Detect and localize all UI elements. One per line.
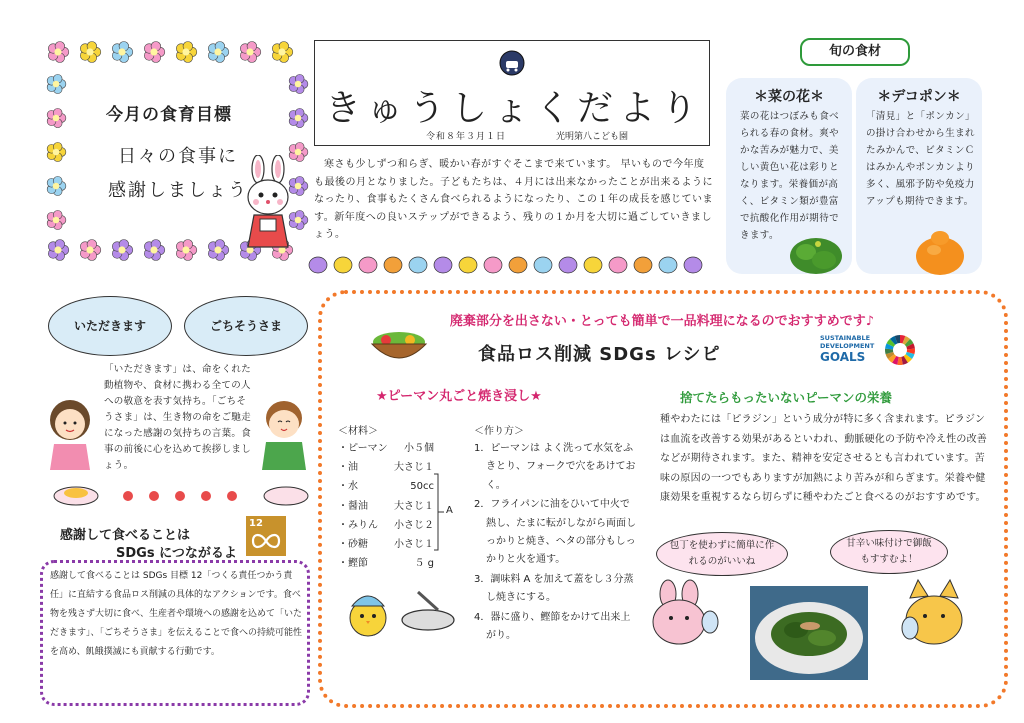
flower-icon — [47, 142, 66, 161]
flower-icon — [47, 210, 66, 229]
school-name: 光明第八こども園 — [556, 132, 629, 142]
ingredient-amount: 小さじ２ — [394, 519, 434, 531]
flower-icon — [112, 239, 132, 260]
method-step: 1．ピーマンは よく洗って水気をふきとり、フォークで穴をあけておく。 — [474, 443, 636, 491]
flower-icon — [47, 108, 66, 127]
sdgs-text: 感謝して食べることは SDGs 目標 12「つくる責任つかう責任」に直結する食品ロス削減の具体的なアクションです。食べ物を残さず大切に食べ、生産者や環境への感謝を込めて「いただきます」、「ごちそうさま」を伝えることで食への持続可能性を高め、飢餓撲滅にも貢献する行動です。 — [50, 571, 303, 657]
rabbit-illustration — [236, 155, 306, 255]
pepper-nutrition-title: 捨てたらもったいないピーマンの栄養 — [680, 390, 893, 405]
bee-icon — [384, 257, 402, 273]
recipe-banner: 廃棄部分を出さない・とっても簡単で一品料理になるのでおすすめです♪ — [449, 314, 875, 329]
dish-photo — [750, 586, 868, 680]
flower-icon — [144, 41, 164, 62]
flower-icon — [509, 257, 527, 273]
sdgs-logo-line-2: DEVELOPMENT — [820, 342, 875, 350]
ingredient-list — [338, 439, 438, 573]
sdgs-goal-12-icon — [246, 516, 286, 556]
salad-bowl-illustration — [366, 328, 432, 368]
frying-pan-illustration — [398, 588, 462, 634]
method-step: 4．器に盛り、鰹節をかけて出来上がり。 — [474, 611, 631, 642]
ingredient-amount: 50cc — [410, 481, 434, 493]
sdgs-title-line-2: SDGs につながるよ — [116, 546, 237, 561]
girl-illustration — [40, 392, 100, 472]
bubble-itadakimasu: いただきます — [48, 296, 172, 356]
insect-border — [306, 252, 716, 278]
bee-icon — [534, 257, 552, 273]
method-steps — [474, 440, 636, 646]
ingredient-name: ・みりん — [338, 519, 378, 531]
ingredient-row — [338, 497, 438, 516]
bee-icon — [434, 257, 452, 273]
seasonal-badge: 旬の食材 — [800, 38, 910, 66]
flower-icon — [80, 41, 100, 62]
flower-icon — [48, 41, 68, 62]
pepper-nutrition-text: 種やわたには「ピラジン」という成分が特に多く含まれます。ピラジンは血流を改善する効果があるといわれ、動脈硬化の予防や冷え性の改善などが期待されます。また、精神を安定させるとも言われています。苦味の原因の一つでもありますが加熱により苦みが和らぎます。栄養や健康効果を重視するなら切らずに種やわたごと食べるのがおすすめです。 — [660, 414, 987, 504]
flower-icon — [289, 74, 308, 93]
flower-icon — [176, 239, 196, 260]
flower-icon — [289, 108, 308, 127]
ingredient-row — [338, 477, 438, 496]
flower-icon — [176, 41, 196, 62]
cat-spoon-illustration — [900, 578, 976, 658]
ingredient-amount: ５ g — [414, 558, 434, 570]
ingredient-name: ・油 — [338, 462, 358, 474]
ingredient-amount: 小５個 — [404, 443, 434, 454]
ingredient-row — [338, 516, 438, 535]
flower-icon — [459, 257, 477, 273]
bubble-easy — [656, 532, 788, 576]
bee-icon — [634, 257, 652, 273]
meal-plates-illustration — [46, 480, 316, 508]
flower-icon — [112, 41, 132, 62]
ingredient-amount: 大さじ１ — [394, 462, 434, 474]
ingredient-name: ・鰹節 — [338, 558, 368, 570]
dekopon-photo — [912, 226, 968, 276]
ingredient-name: ・砂糖 — [338, 539, 368, 551]
nanohana-photo — [788, 232, 844, 276]
method-step: 3．調味料 A を加えて蓋をし３分蒸し焼きにする。 — [474, 573, 634, 604]
sdgs-logo-line-3: GOALS — [820, 350, 866, 364]
sdgs-title-line-1: 感謝して食べることは — [60, 528, 191, 543]
bee-icon — [334, 257, 352, 273]
goal-title: 今月の食育目標 — [106, 105, 232, 125]
flower-icon — [47, 176, 66, 195]
flower-icon — [559, 257, 577, 273]
goal-line-1: 日々の食事に — [118, 146, 238, 167]
issue-date: 令和８年３月１日 — [426, 132, 507, 142]
method-step: 2．フライパンに油をひいて中火で熱し、たまに転がしながら両面しっかりと焼き、ヘタの部分もしっかりと火を通す。 — [474, 499, 636, 566]
flower-icon — [208, 41, 228, 62]
ingredient-row — [338, 439, 438, 458]
ingredient-row — [338, 535, 438, 554]
sdgs-wheel-icon — [884, 334, 916, 366]
ingredient-amount: 小さじ１ — [394, 539, 434, 551]
ingredient-amount: 大さじ１ — [394, 500, 434, 512]
seasonal-text-1: 菜の花はつぼみも食べられる春の食材。爽やかな苦みが魅力で、美しい黄色い花は彩りとなります。栄養価が高く、ビタミン類が豊富で抗酸化作用が期待できます。 — [740, 111, 840, 241]
intro-text: 寒さも少しずつ和らぎ、暖かい春がすぐそこまで来ています。 早いもので今年度も最後の月となりました。子どもたちは、４月には出来なかったことが出来るようになったり、食事もたくさん食べられるようになったり、この１年の成長を感じています。新年度への良いステップができるよう、残りの１か月を大切に過ごしていきましょう。 — [314, 159, 713, 240]
bee-icon — [484, 257, 502, 273]
materials-heading: ＜材料＞ — [338, 426, 378, 437]
bubble-easy-text: 包丁を使わずに簡単に作れるのがいいね — [669, 540, 775, 567]
ingredient-row — [338, 554, 438, 573]
sdgs-logo-line-1: SUSTAINABLE — [820, 334, 871, 342]
boy-illustration — [254, 392, 314, 472]
greeting-text: 「いただきます」は、命をくれた動植物や、食材に携わる全ての人への敬意を表す気持ち。「ごちそうさま」は、生き物の命をご馳走になった感謝の気持ちの言葉。食事の前後に心を込めて挨拶しましょう。 — [104, 364, 252, 471]
seasonal-text-2: 「清見」と「ポンカン」の掛け合わせから生まれたみかんで、ビタミンＣはみかんやポンカンより多く、風邪予防や免疫力アップも期待できます。 — [866, 111, 975, 207]
rabbit-spoon-illustration — [646, 578, 722, 658]
flower-icon — [144, 239, 164, 260]
flower-icon — [240, 41, 260, 62]
goal-line-2: 感謝しましょう — [108, 180, 248, 201]
flower-icon — [208, 239, 228, 260]
flower-icon — [409, 257, 427, 273]
bubble-rice — [830, 530, 948, 574]
seasonal-name-2: ＊デコポン＊ — [877, 89, 961, 105]
method-heading: ＜作り方＞ — [474, 426, 524, 437]
flower-icon — [309, 257, 327, 273]
flower-icon — [272, 41, 292, 62]
flower-icon — [359, 257, 377, 273]
school-logo-icon — [499, 50, 525, 76]
flower-icon — [80, 239, 100, 260]
seasoning-group-label: A — [446, 505, 453, 516]
ingredient-row — [338, 458, 438, 477]
flower-icon — [659, 257, 677, 273]
ingredient-name: ・水 — [338, 481, 358, 493]
newsletter-title: きゅうしょくだより — [324, 88, 703, 129]
bubble-gochisousama: ごちそうさま — [184, 296, 308, 356]
bee-icon — [684, 257, 702, 273]
sdgs-goal-number: 12 — [249, 518, 263, 529]
seasoning-bracket — [432, 472, 446, 552]
ingredient-name: ・ピーマン — [338, 443, 388, 454]
seasonal-name-1: ＊菜の花＊ — [754, 89, 824, 105]
ingredient-name: ・醤油 — [338, 500, 368, 512]
flower-icon — [609, 257, 627, 273]
bubble-rice-text: 甘辛い味付けで御飯もすすむよ！ — [846, 538, 932, 565]
chick-cook-illustration — [344, 588, 392, 638]
flower-icon — [48, 239, 68, 260]
flower-icon — [47, 74, 66, 93]
recipe-title: 食品ロス削減 SDGs レシピ — [478, 344, 721, 365]
bee-icon — [584, 257, 602, 273]
dish-name: ★ピーマン丸ごと焼き浸し★ — [376, 389, 542, 404]
